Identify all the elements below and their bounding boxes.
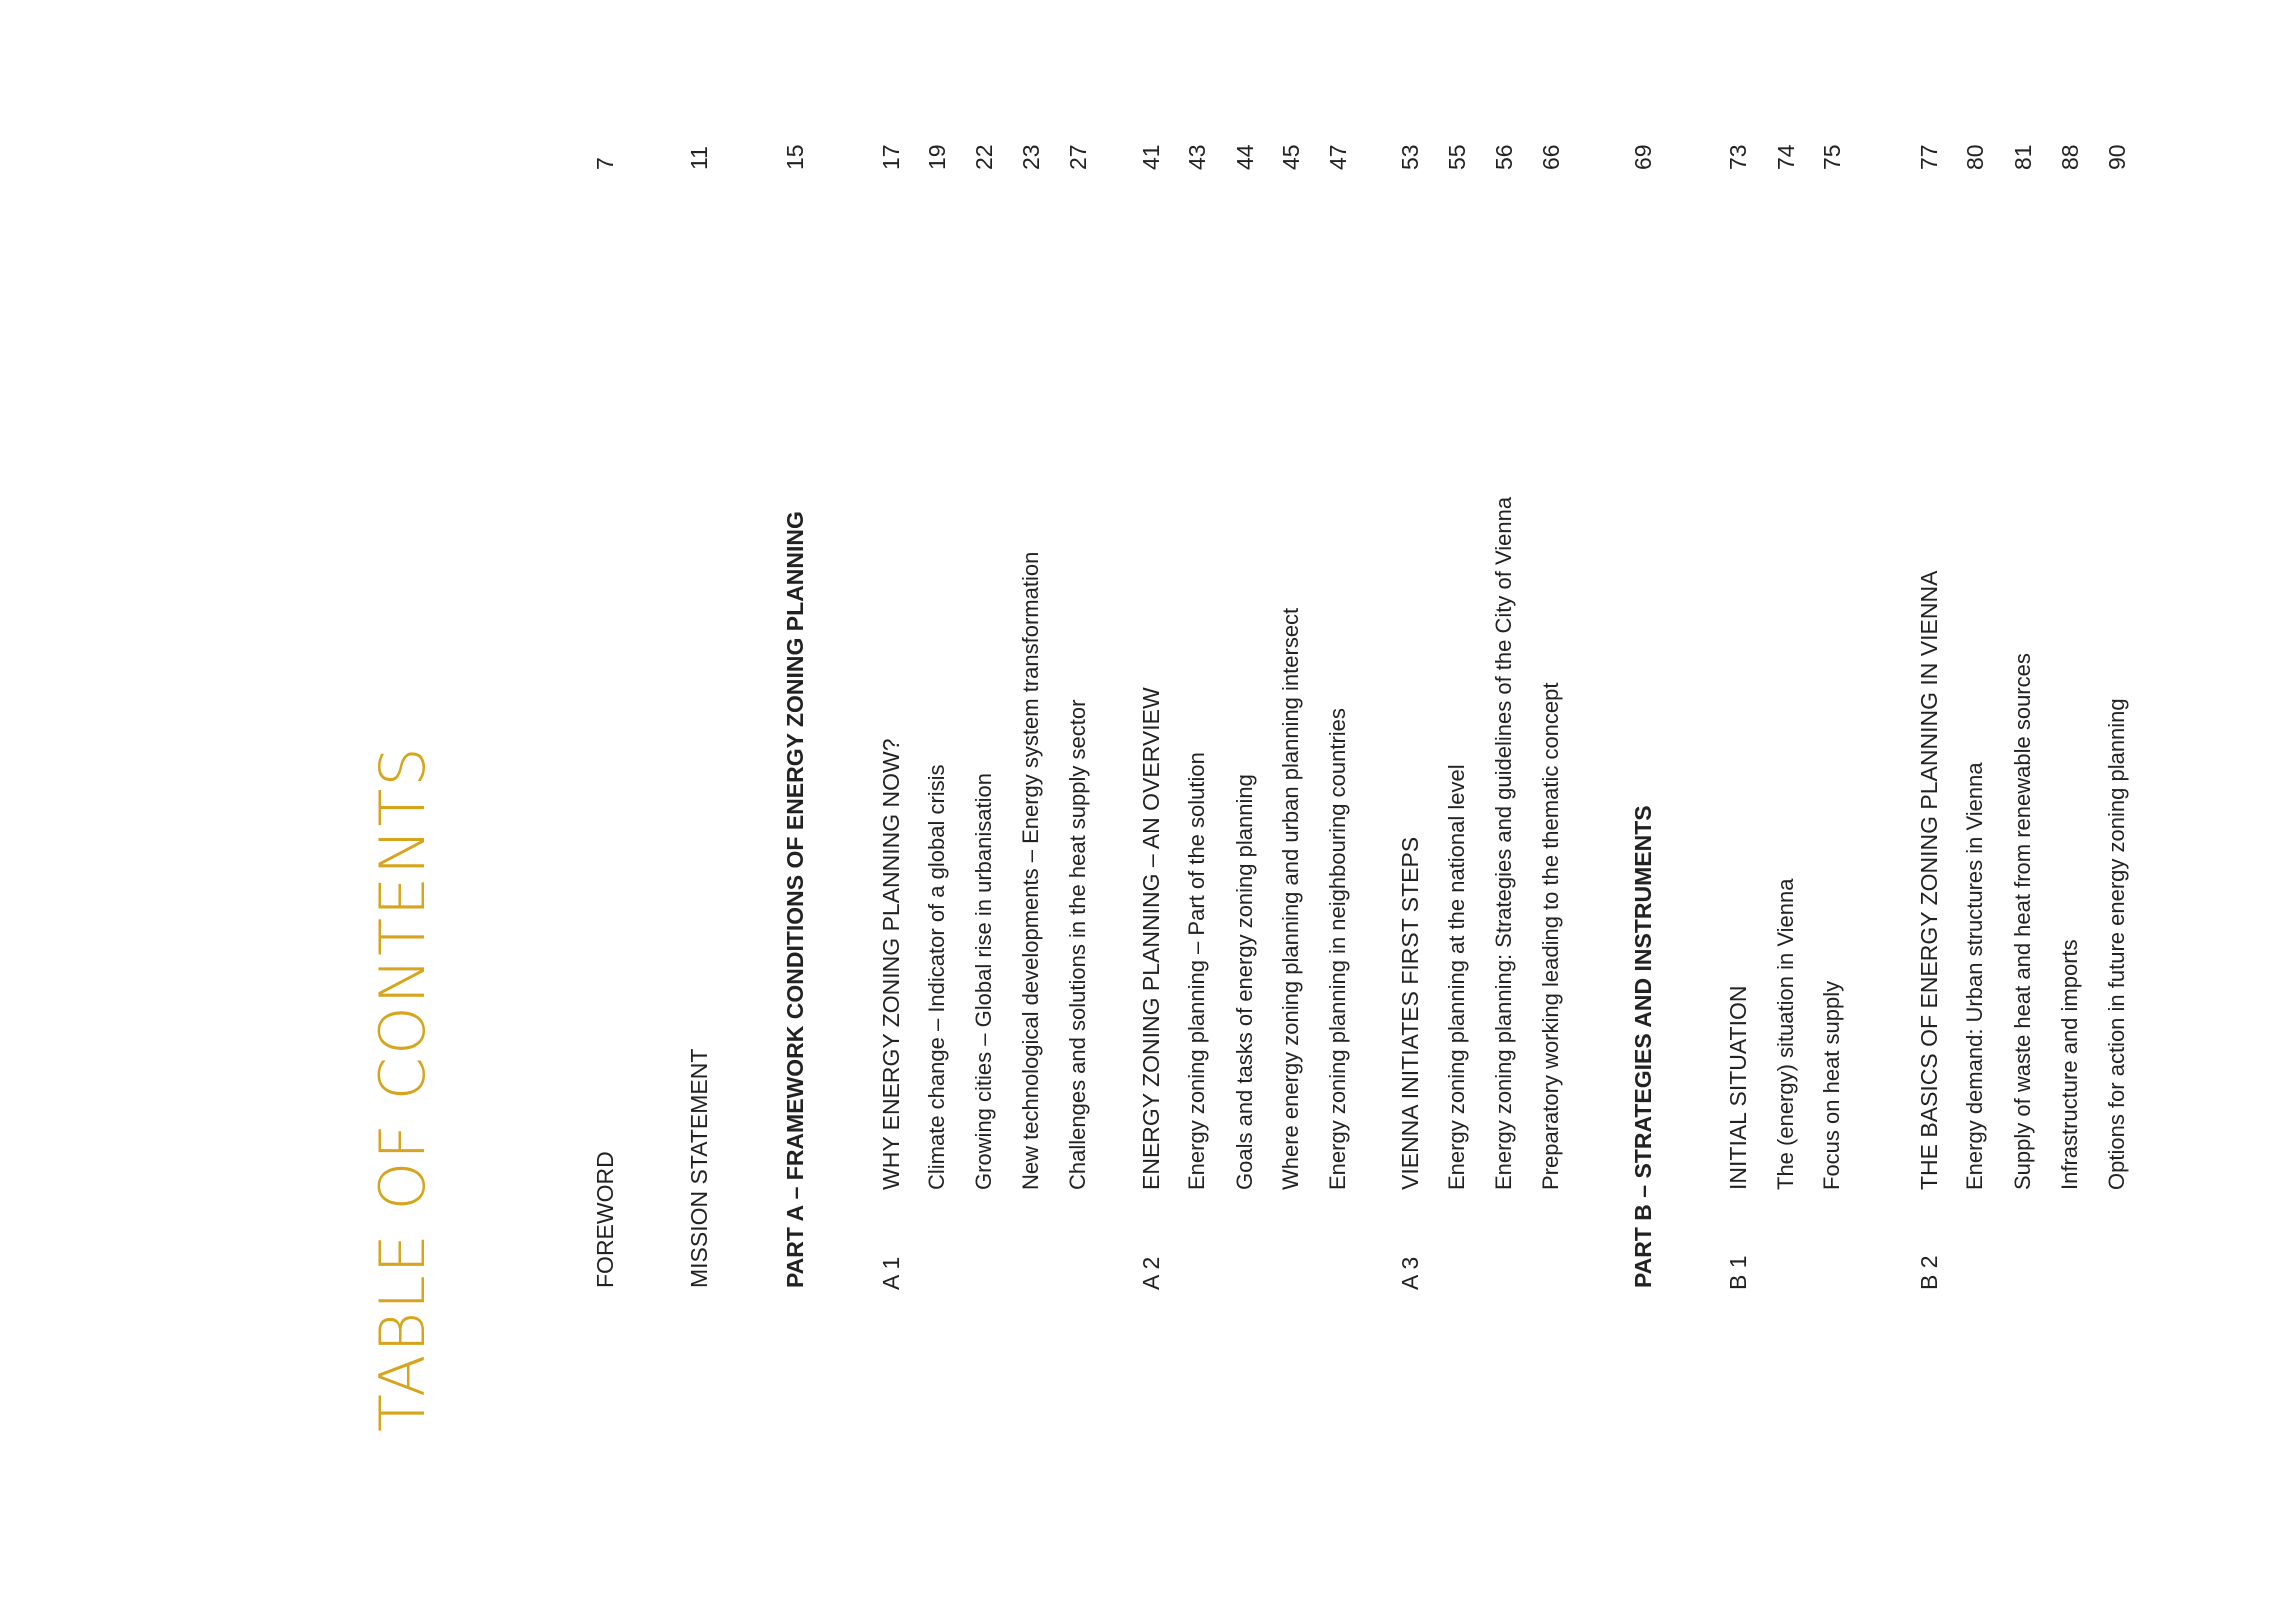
subsection-title[interactable]: Supply of waste heat and heat from renewable sources xyxy=(2010,653,2035,1190)
page-number[interactable]: 66 xyxy=(1538,144,1564,170)
page-number[interactable]: 15 xyxy=(782,144,808,170)
subsection-title[interactable]: Preparatory working leading to the thematic concept xyxy=(1538,682,1563,1190)
section-code: A 1 xyxy=(878,1256,904,1290)
chapter-title[interactable]: THE BASICS OF ENERGY ZONING PLANNING IN VIENNA xyxy=(1916,570,1942,1190)
page-number[interactable]: 55 xyxy=(1444,144,1470,170)
page-number[interactable]: 23 xyxy=(1018,144,1044,170)
subsection-title[interactable]: Climate change – Indicator of a global crisis xyxy=(924,764,949,1190)
subsection-title[interactable]: Energy zoning planning at the national level xyxy=(1444,764,1469,1190)
subsection-title[interactable]: Options for action in future energy zoning planning xyxy=(2104,698,2129,1190)
page-number[interactable]: 11 xyxy=(686,146,712,170)
chapter-title[interactable]: INITIAL SITUATION xyxy=(1725,985,1751,1190)
page-number[interactable]: 22 xyxy=(971,144,997,170)
subsection-title[interactable]: Energy zoning planning: Strategies and guidelines of the City of Vienna xyxy=(1491,496,1516,1190)
page-number[interactable]: 77 xyxy=(1916,144,1942,170)
subsection-title[interactable]: Growing cities – Global rise in urbanisation xyxy=(971,773,996,1190)
subsection-title[interactable]: Goals and tasks of energy zoning planning xyxy=(1232,774,1257,1190)
chapter-title[interactable]: MISSION STATEMENT xyxy=(686,1048,712,1288)
subsection-title[interactable]: Where energy zoning planning and urban planning intersect xyxy=(1278,607,1303,1190)
page-number[interactable]: 90 xyxy=(2104,144,2130,170)
subsection-title[interactable]: Focus on heat supply xyxy=(1819,980,1844,1190)
page-number[interactable]: 7 xyxy=(592,157,618,170)
page-number[interactable]: 45 xyxy=(1278,144,1304,170)
page-number[interactable]: 41 xyxy=(1138,144,1164,170)
chapter-title[interactable]: ENERGY ZONING PLANNING – AN OVERVIEW xyxy=(1138,687,1164,1190)
subsection-title[interactable]: Infrastructure and imports xyxy=(2057,939,2082,1190)
section-code: A 3 xyxy=(1397,1256,1423,1290)
page-number[interactable]: 80 xyxy=(1962,144,1988,170)
part-heading[interactable]: PART B – STRATEGIES AND INSTRUMENTS xyxy=(1630,805,1656,1288)
page-title: TABLE OF CONTENTS xyxy=(366,745,439,1432)
section-code: A 2 xyxy=(1138,1256,1164,1290)
chapter-title[interactable]: WHY ENERGY ZONING PLANNING NOW? xyxy=(878,738,904,1190)
section-code: B 2 xyxy=(1916,1255,1942,1290)
subsection-title[interactable]: The (energy) situation in Vienna xyxy=(1773,878,1798,1190)
subsection-title[interactable]: Energy demand: Urban structures in Vienna xyxy=(1962,762,1987,1190)
page-number[interactable]: 19 xyxy=(924,144,950,170)
page-number[interactable]: 56 xyxy=(1491,144,1517,170)
subsection-title[interactable]: Energy zoning planning in neighbouring countries xyxy=(1325,708,1350,1190)
page-number[interactable]: 73 xyxy=(1725,144,1751,170)
part-heading[interactable]: PART A – FRAMEWORK CONDITIONS OF ENERGY ZONING PLANNING xyxy=(782,511,808,1288)
page-number[interactable]: 81 xyxy=(2010,144,2036,170)
page-number[interactable]: 47 xyxy=(1325,144,1351,170)
page-number[interactable]: 75 xyxy=(1819,144,1845,170)
page-number[interactable]: 53 xyxy=(1397,144,1423,170)
section-code: B 1 xyxy=(1725,1255,1751,1290)
page-number[interactable]: 69 xyxy=(1630,144,1656,170)
subsection-title[interactable]: New technological developments – Energy system transformation xyxy=(1018,551,1043,1190)
subsection-title[interactable]: Challenges and solutions in the heat supply sector xyxy=(1065,699,1090,1190)
page-number[interactable]: 44 xyxy=(1232,144,1258,170)
subsection-title[interactable]: Energy zoning planning – Part of the solution xyxy=(1184,752,1209,1190)
page-number[interactable]: 43 xyxy=(1184,144,1210,170)
page-number[interactable]: 74 xyxy=(1773,144,1799,170)
chapter-title[interactable]: FOREWORD xyxy=(592,1151,618,1288)
page-number[interactable]: 27 xyxy=(1065,144,1091,170)
page-number[interactable]: 17 xyxy=(878,144,904,170)
page-number[interactable]: 88 xyxy=(2057,144,2083,170)
chapter-title[interactable]: VIENNA INITIATES FIRST STEPS xyxy=(1397,836,1423,1190)
